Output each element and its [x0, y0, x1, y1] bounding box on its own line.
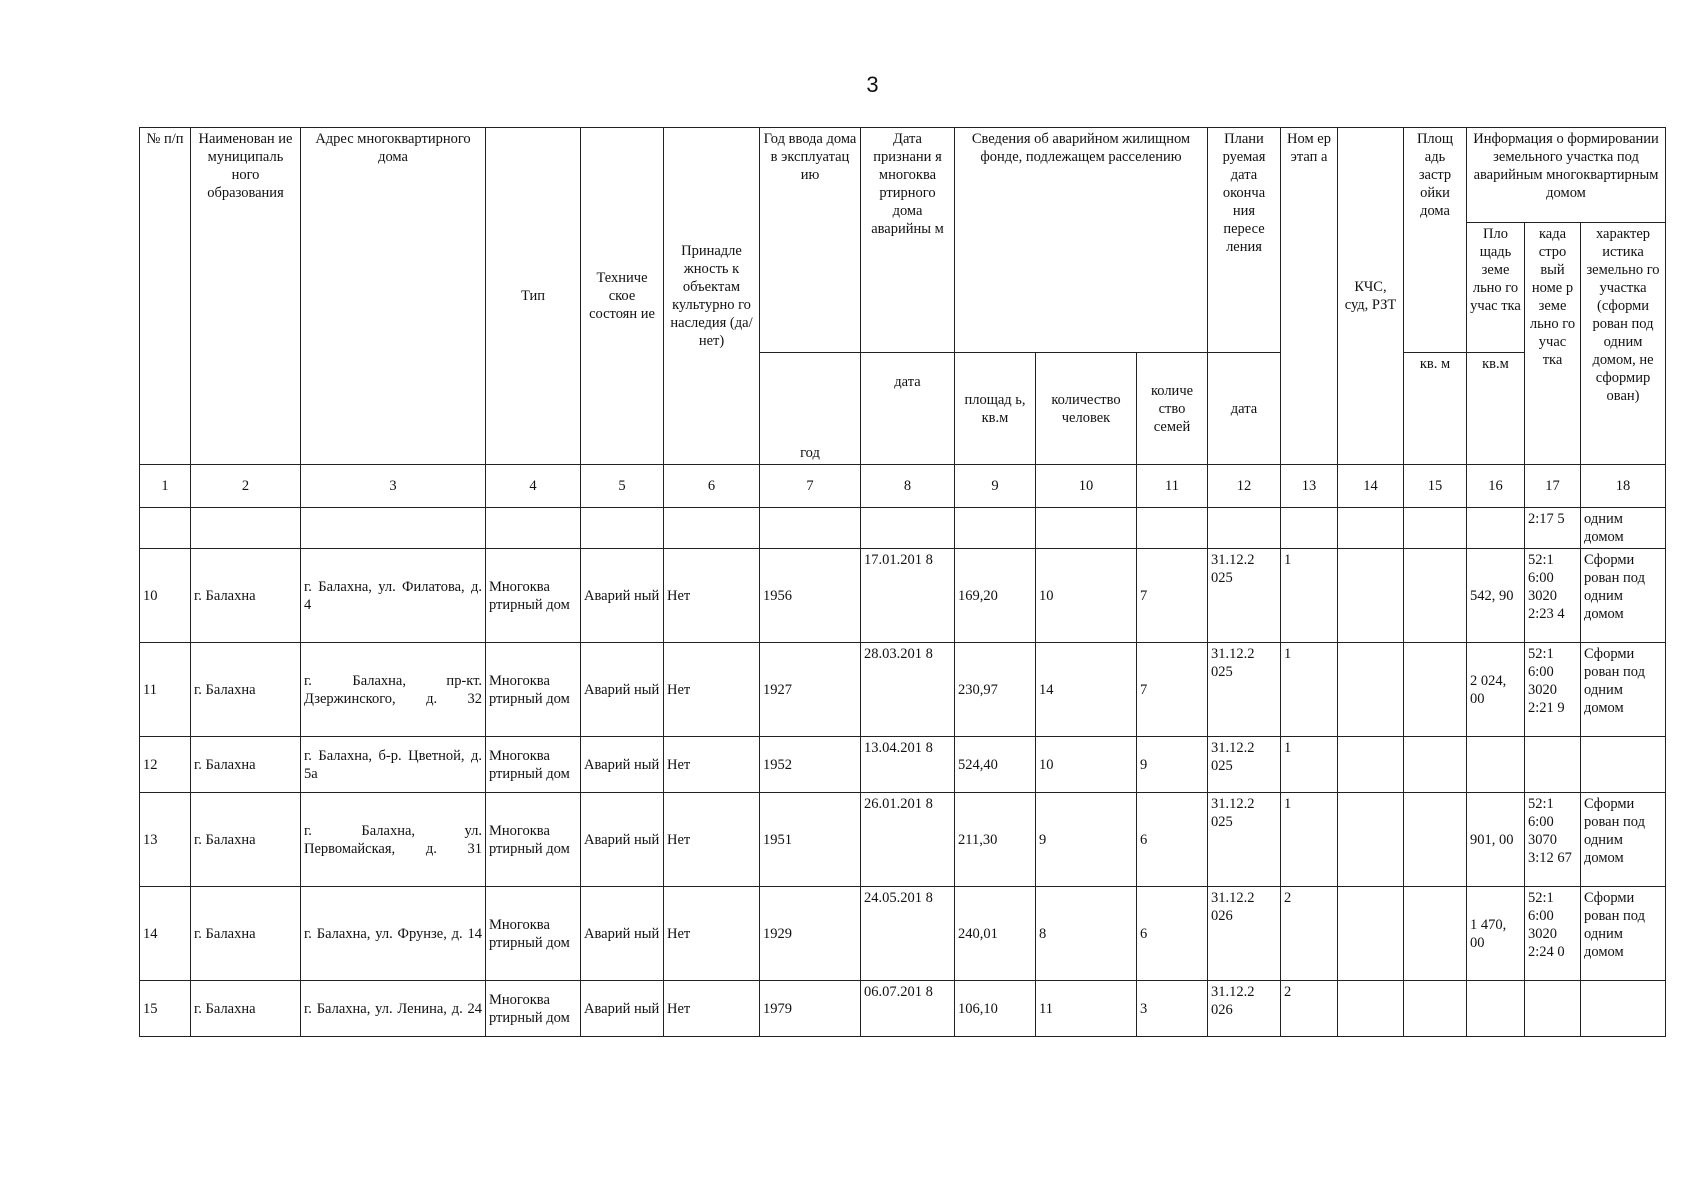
- header-planned-date: Плани руемая дата оконча ния пересе ления: [1208, 128, 1281, 353]
- cell-heritage: Нет: [664, 737, 760, 793]
- cell-recognition-date: 28.03.201 8: [861, 643, 955, 737]
- cell-technical-state: Аварий ный: [581, 737, 664, 793]
- header-type: Тип: [486, 128, 581, 465]
- header-stage: Ном ер этап а: [1281, 128, 1338, 465]
- column-number: 14: [1338, 465, 1404, 508]
- cell-family-count: 7: [1137, 549, 1208, 643]
- cell-people-count: 8: [1036, 887, 1137, 981]
- cell-stage: 1: [1281, 793, 1338, 887]
- cell-land-area: [1467, 737, 1525, 793]
- cell-building-area: [1404, 549, 1467, 643]
- column-number: 17: [1525, 465, 1581, 508]
- cell-land-characteristic: [1581, 981, 1666, 1037]
- cell-stage: 1: [1281, 643, 1338, 737]
- cell-municipality: г. Балахна: [191, 887, 301, 981]
- cell-row-number: 10: [140, 549, 191, 643]
- cell-building-area: [1404, 981, 1467, 1037]
- cell-people-count: 10: [1036, 737, 1137, 793]
- cell-kchs: [1338, 643, 1404, 737]
- cell-address: г. Балахна, ул. Филатова, д. 4: [301, 549, 486, 643]
- header-address: Адрес многоквартирного дома: [301, 128, 486, 465]
- column-number: 16: [1467, 465, 1525, 508]
- header-year-sub: год: [760, 353, 861, 465]
- cell-planned-date: 31.12.2 026: [1208, 981, 1281, 1037]
- cell-land-characteristic: Сформи рован под одним домом: [1581, 887, 1666, 981]
- continuation-cadastral: 2:17 5: [1525, 508, 1581, 549]
- header-planned-date-sub: дата: [1208, 353, 1281, 465]
- cell-planned-date: 31.12.2 025: [1208, 737, 1281, 793]
- cell-land-characteristic: Сформи рован под одним домом: [1581, 643, 1666, 737]
- cell-municipality: г. Балахна: [191, 737, 301, 793]
- cell-kchs: [1338, 793, 1404, 887]
- cell-heritage: Нет: [664, 549, 760, 643]
- cell-family-count: 6: [1137, 793, 1208, 887]
- header-number: № п/п: [140, 128, 191, 465]
- header-people: количество человек: [1036, 353, 1137, 465]
- header-technical-state: Техниче ское состоян ие: [581, 128, 664, 465]
- cell-house-type: Многоква ртирный дом: [486, 549, 581, 643]
- cell-planned-date: 31.12.2 025: [1208, 793, 1281, 887]
- cell-land-area: 901, 00: [1467, 793, 1525, 887]
- cell-house-type: Многоква ртирный дом: [486, 981, 581, 1037]
- cell-address: г. Балахна, ул. Ленина, д. 24: [301, 981, 486, 1037]
- cell-land-area: 2 024, 00: [1467, 643, 1525, 737]
- column-number: 2: [191, 465, 301, 508]
- cell-area: 524,40: [955, 737, 1036, 793]
- cell-land-characteristic: Сформи рован под одним домом: [1581, 793, 1666, 887]
- cell-recognition-date: 06.07.201 8: [861, 981, 955, 1037]
- cell-kchs: [1338, 981, 1404, 1037]
- cell-house-type: Многоква ртирный дом: [486, 793, 581, 887]
- cell-municipality: г. Балахна: [191, 981, 301, 1037]
- cell-area: 240,01: [955, 887, 1036, 981]
- cell-land-characteristic: Сформи рован под одним домом: [1581, 549, 1666, 643]
- cell-land-area: 1 470, 00: [1467, 887, 1525, 981]
- cell-address: г. Балахна, пр-кт. Дзержинского, д. 32: [301, 643, 486, 737]
- cell-planned-date: 31.12.2 025: [1208, 643, 1281, 737]
- cell-commission-year: 1927: [760, 643, 861, 737]
- table-row: [140, 981, 1666, 1037]
- cell-house-type: Многоква ртирный дом: [486, 737, 581, 793]
- column-number: 10: [1036, 465, 1137, 508]
- cell-cadastral-number: [1525, 981, 1581, 1037]
- table-row: [140, 793, 1666, 887]
- table-row: [140, 737, 1666, 793]
- header-area: площад ь, кв.м: [955, 353, 1036, 465]
- cell-address: г. Балахна, ул. Фрунзе, д. 14: [301, 887, 486, 981]
- cell-technical-state: Аварий ный: [581, 793, 664, 887]
- cell-row-number: 12: [140, 737, 191, 793]
- cell-row-number: 11: [140, 643, 191, 737]
- cell-recognition-date: 26.01.201 8: [861, 793, 955, 887]
- column-number: 8: [861, 465, 955, 508]
- cell-recognition-date: 17.01.201 8: [861, 549, 955, 643]
- cell-technical-state: Аварий ный: [581, 549, 664, 643]
- cell-building-area: [1404, 643, 1467, 737]
- header-heritage: Принадле жность к объектам культурно го наследия (да/нет): [664, 128, 760, 465]
- cell-area: 230,97: [955, 643, 1036, 737]
- cell-recognition-date: 24.05.201 8: [861, 887, 955, 981]
- cell-heritage: Нет: [664, 793, 760, 887]
- cell-municipality: г. Балахна: [191, 643, 301, 737]
- cell-municipality: г. Балахна: [191, 549, 301, 643]
- cell-building-area: [1404, 793, 1467, 887]
- cell-people-count: 10: [1036, 549, 1137, 643]
- column-number: 4: [486, 465, 581, 508]
- column-number: 7: [760, 465, 861, 508]
- continuation-row: [140, 508, 1666, 549]
- cell-building-area: [1404, 887, 1467, 981]
- cell-area: 169,20: [955, 549, 1036, 643]
- header-recognition-date: Дата признани я многоква ртирного дома аварийны м: [861, 128, 955, 353]
- column-number: 15: [1404, 465, 1467, 508]
- column-number: 9: [955, 465, 1036, 508]
- cell-land-area: [1467, 981, 1525, 1037]
- header-building-area-sub: кв. м: [1404, 353, 1467, 465]
- header-emergency-fund: Сведения об аварийном жилищном фонде, подлежащем расселению: [955, 128, 1208, 353]
- cell-people-count: 14: [1036, 643, 1137, 737]
- column-number: 6: [664, 465, 760, 508]
- cell-stage: 2: [1281, 887, 1338, 981]
- cell-house-type: Многоква ртирный дом: [486, 887, 581, 981]
- column-number: 18: [1581, 465, 1666, 508]
- cell-kchs: [1338, 887, 1404, 981]
- cell-row-number: 13: [140, 793, 191, 887]
- page-number: 3: [866, 72, 879, 97]
- column-number-row: [140, 465, 1666, 508]
- cell-technical-state: Аварий ный: [581, 887, 664, 981]
- header-land-area: Пло щадь земе льно го учас тка: [1467, 223, 1525, 353]
- table-row: [140, 887, 1666, 981]
- table-row: [140, 643, 1666, 737]
- header-commission-year: Год ввода дома в эксплуатац ию: [760, 128, 861, 353]
- header-municipality: Наименован ие муниципаль ного образования: [191, 128, 301, 465]
- cell-heritage: Нет: [664, 981, 760, 1037]
- cell-people-count: 11: [1036, 981, 1137, 1037]
- cell-commission-year: 1952: [760, 737, 861, 793]
- cell-kchs: [1338, 737, 1404, 793]
- cell-technical-state: Аварий ный: [581, 643, 664, 737]
- cell-row-number: 15: [140, 981, 191, 1037]
- cell-kchs: [1338, 549, 1404, 643]
- cell-cadastral-number: [1525, 737, 1581, 793]
- cell-cadastral-number: 52:1 6:00 3070 3:12 67: [1525, 793, 1581, 887]
- cell-area: 106,10: [955, 981, 1036, 1037]
- cell-planned-date: 31.12.2 025: [1208, 549, 1281, 643]
- cell-land-characteristic: [1581, 737, 1666, 793]
- header-land-area-sub: кв.м: [1467, 353, 1525, 465]
- cell-stage: 1: [1281, 549, 1338, 643]
- table-row: [140, 549, 1666, 643]
- cell-stage: 1: [1281, 737, 1338, 793]
- cell-row-number: 14: [140, 887, 191, 981]
- cell-family-count: 3: [1137, 981, 1208, 1037]
- cell-commission-year: 1929: [760, 887, 861, 981]
- cell-cadastral-number: 52:1 6:00 3020 2:24 0: [1525, 887, 1581, 981]
- cell-technical-state: Аварий ный: [581, 981, 664, 1037]
- cell-commission-year: 1979: [760, 981, 861, 1037]
- column-number: 3: [301, 465, 486, 508]
- cell-area: 211,30: [955, 793, 1036, 887]
- cell-house-type: Многоква ртирный дом: [486, 643, 581, 737]
- header-building-area: Площ адь застр ойки дома: [1404, 128, 1467, 353]
- header-land-info: Информация о формировании земельного участка под аварийным многоквартирным домом: [1467, 128, 1666, 223]
- cell-family-count: 7: [1137, 643, 1208, 737]
- column-number: 5: [581, 465, 664, 508]
- cell-heritage: Нет: [664, 643, 760, 737]
- header-kchs: КЧС, суд, РЗТ: [1338, 128, 1404, 465]
- cell-building-area: [1404, 737, 1467, 793]
- cell-land-area: 542, 90: [1467, 549, 1525, 643]
- cell-recognition-date: 13.04.201 8: [861, 737, 955, 793]
- cell-cadastral-number: 52:1 6:00 3020 2:21 9: [1525, 643, 1581, 737]
- cell-people-count: 9: [1036, 793, 1137, 887]
- cell-planned-date: 31.12.2 026: [1208, 887, 1281, 981]
- header-date-sub: дата: [861, 353, 955, 465]
- cell-family-count: 9: [1137, 737, 1208, 793]
- cell-address: г. Балахна, б-р. Цветной, д. 5а: [301, 737, 486, 793]
- cell-commission-year: 1951: [760, 793, 861, 887]
- column-number: 12: [1208, 465, 1281, 508]
- header-land-characteristic: характер истика земельно го участка (сформи рован под одним домом, не сформир ован): [1581, 223, 1666, 465]
- cell-address: г. Балахна, ул. Первомайская, д. 31: [301, 793, 486, 887]
- continuation-land: одним домом: [1581, 508, 1666, 549]
- cell-stage: 2: [1281, 981, 1338, 1037]
- cell-municipality: г. Балахна: [191, 793, 301, 887]
- resettlement-table: [139, 127, 1666, 1037]
- cell-commission-year: 1956: [760, 549, 861, 643]
- header-cadastral-number: када стро вый номе р земе льно го учас тка: [1525, 223, 1581, 465]
- cell-cadastral-number: 52:1 6:00 3020 2:23 4: [1525, 549, 1581, 643]
- column-number: 1: [140, 465, 191, 508]
- cell-heritage: Нет: [664, 887, 760, 981]
- cell-family-count: 6: [1137, 887, 1208, 981]
- column-number: 13: [1281, 465, 1338, 508]
- header-families: количе ство семей: [1137, 353, 1208, 465]
- column-number: 11: [1137, 465, 1208, 508]
